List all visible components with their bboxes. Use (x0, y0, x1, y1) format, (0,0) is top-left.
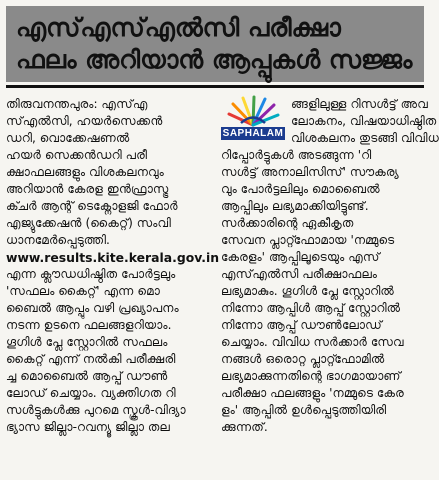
article-line: ചെയ്യാം. വിവിധ സർക്കാർ സേവ (221, 335, 404, 349)
saphalam-logo-text: SAPHALAM (222, 128, 284, 139)
article-line: നിന്നോ ആപ്പിൾ ആപ്പ് സ്റ്റോറിൽ (221, 301, 401, 315)
article-line: ഹയർ സെക്കൻഡറി പരീ (6, 148, 147, 162)
article-line: ലഭ്യമാക്കുന്നതിന്റെ ഭാഗമായാണ് (221, 369, 401, 383)
article-line: ഗൂഗിൾ പ്ലേ സ്റ്റോറിൽ സഫലം (6, 335, 168, 349)
article-line: നിന്നോ ആപ്പ് ഡൗൺലോഡ് (221, 318, 382, 332)
article-body (6, 96, 439, 436)
article-line: ലോകനം, വിഷയാധിഷ്ഠിത (291, 114, 437, 128)
headline-box (6, 6, 424, 82)
article-line: ധാനമേർപ്പെടുത്തി. (6, 233, 110, 247)
article-line: സൾട്ട് അനാലിസിസ്' സൗകര്യ (221, 165, 399, 179)
article-line: നടന്ന ഉടനെ ഫലങ്ങളറിയാം. (6, 318, 172, 332)
article-line: കൈറ്റ് എന്ന് നൽകി പരീക്ഷരി (6, 352, 176, 366)
article-line: ക്ഷാഫലങ്ങളും വിശകലനവും (6, 165, 164, 179)
article-line: ലഭ്യമാകും. ഗൂഗിൾ പ്ലേ സ്റ്റോറിൽ (221, 284, 394, 298)
article-line: അറിയാൻ കേരള ഇൻഫ്രാസ്ട്ര (6, 182, 169, 196)
article-line: സർക്കാരിന്റെ ഏകീകൃത (221, 216, 354, 230)
article-line: ഭ്യാസ ജില്ലാ-റവന്യൂ ജില്ലാ തല (6, 420, 170, 434)
article-line: ക്കുന്നത്. (221, 420, 268, 434)
article-line: ബൈൽ ആപ്പും വഴി പ്രഖ്യാപനം (6, 301, 179, 315)
article-line: 'സഫലം കൈറ്റ്' എന്ന മൊ (6, 284, 160, 298)
article-line: എസ്എൽസി പരീക്ഷാഫലം (221, 267, 378, 281)
article-line: എന്ന ക്ലൗഡധിഷ്ഠിത പോർട്ടലും (6, 267, 176, 281)
saphalam-burst-icon (223, 96, 283, 126)
article-line: തിരുവനന്തപുരം: എസ്എ (6, 97, 148, 111)
headline-line-1: എസ്എസ്എൽസി പരീക്ഷാ (16, 13, 341, 42)
article-line: ലോഡ് ചെയ്യാം. വ്യക്തിഗത റി (6, 386, 176, 400)
article-line: വും പോർട്ടലിലും മൊബൈൽ (221, 182, 380, 196)
saphalam-logo (221, 96, 285, 140)
article-line: റിപ്പോർട്ടുകൾ അടങ്ങുന്ന 'റി (221, 148, 372, 162)
results-url: www.results.kite.kerala.gov.in (6, 250, 220, 265)
article-line: സേവന പ്ലാറ്റ്ഫോമായ 'നമ്മുടെ (221, 233, 395, 247)
article-line: ങ്ങളിലുള്ള റിസൾട്ട് അവ (291, 97, 428, 111)
headline-rule (6, 85, 424, 88)
article-line: ആപ്പിലും ലഭ്യമാക്കിയിട്ടുണ്ട്. (221, 199, 369, 213)
article-line: ച്ച മൊബൈൽ ആപ്പ് ഡൗൺ (6, 369, 168, 383)
article-line: സൾട്ടുകൾക്കു പുറമെ സ്കൂൾ-വിദ്യാ (6, 403, 186, 417)
article-line: സ്എൽസി, ഹയർസെക്കൻ (6, 114, 163, 128)
article-line: ളം' ആപ്പിൽ ഉൾപ്പെടുത്തിയിരി (221, 403, 387, 417)
right-column (221, 96, 439, 436)
article-line: കേരളം' ആപ്പിലൂടെയും എസ് (221, 250, 380, 264)
article-line: വിശകലനം തുടങ്ങി വിവിധ (291, 131, 439, 145)
article-line: നങ്ങൾ ഒരൊറ്റ പ്ലാറ്റ്ഫോമിൽ (221, 352, 385, 366)
article-line: പരീക്ഷാ ഫലങ്ങളും 'നമ്മുടെ കേര (221, 386, 404, 400)
left-column (6, 96, 220, 436)
headline-line-2: ഫലം അറിയാൻ ആപ്പുകൾ സജ്ജം (16, 45, 413, 74)
article-line: ക്ചർ ആന്റ് ടെക്നോളജി ഫോർ (6, 199, 178, 213)
article-line: എജ്യുക്കേഷൻ (കൈറ്റ്) സംവി (6, 216, 171, 230)
article-line: ഡറി, വൊക്കേഷണൽ (6, 131, 130, 145)
